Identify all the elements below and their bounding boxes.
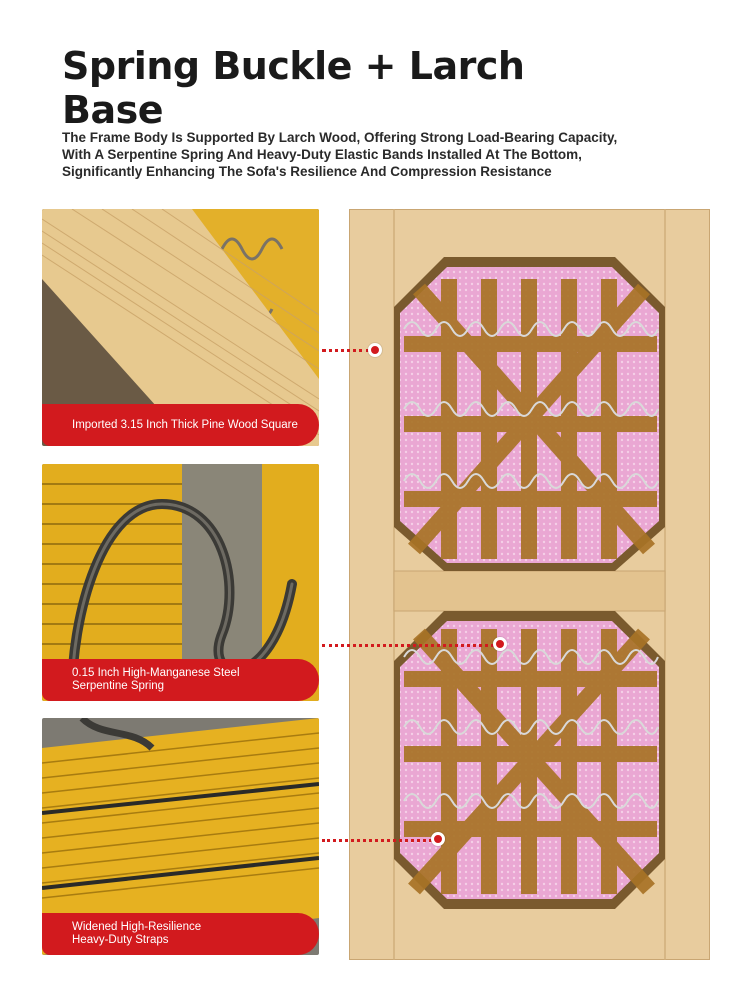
- feature-label-line-1: Widened High-Resilience: [72, 921, 202, 933]
- feature-badge-pine-wood: [42, 404, 319, 446]
- feature-photo-serpentine-spring: [42, 464, 319, 701]
- title-line-1: Spring Buckle + Larch: [62, 44, 525, 88]
- feature-label-line-2: Heavy-Duty Straps: [72, 934, 169, 946]
- callout-line-pine-wood: [322, 349, 370, 352]
- callout-line-serpentine-spring: [322, 644, 494, 647]
- feature-photo-straps: [42, 718, 319, 955]
- feature-label-line-1: 0.15 Inch High-Manganese Steel: [72, 667, 240, 679]
- description-line-2: With A Serpentine Spring And Heavy-Duty Elastic Bands Installed At The Bottom,: [62, 147, 582, 162]
- feature-label: Imported 3.15 Inch Thick Pine Wood Square: [72, 418, 298, 431]
- title-line-2: Base: [62, 88, 163, 132]
- larch-frame-illustration: [349, 209, 710, 960]
- red-dot-icon: [368, 343, 382, 357]
- feature-badge-straps: [42, 913, 319, 955]
- feature-label-line-2: Serpentine Spring: [72, 680, 165, 692]
- description-line-3: Significantly Enhancing The Sofa's Resilience And Compression Resistance: [62, 164, 552, 179]
- feature-badge-serpentine-spring: [42, 659, 319, 701]
- page-description: [62, 129, 702, 180]
- description-line-1: The Frame Body Is Supported By Larch Wood, Offering Strong Load-Bearing Capacity,: [62, 130, 618, 145]
- feature-photo-pine-wood: [42, 209, 319, 446]
- red-dot-icon: [431, 832, 445, 846]
- callout-line-straps: [322, 839, 432, 842]
- red-dot-icon: [493, 637, 507, 651]
- page-title: [62, 44, 582, 132]
- sofa-base-frame-image: [349, 209, 710, 960]
